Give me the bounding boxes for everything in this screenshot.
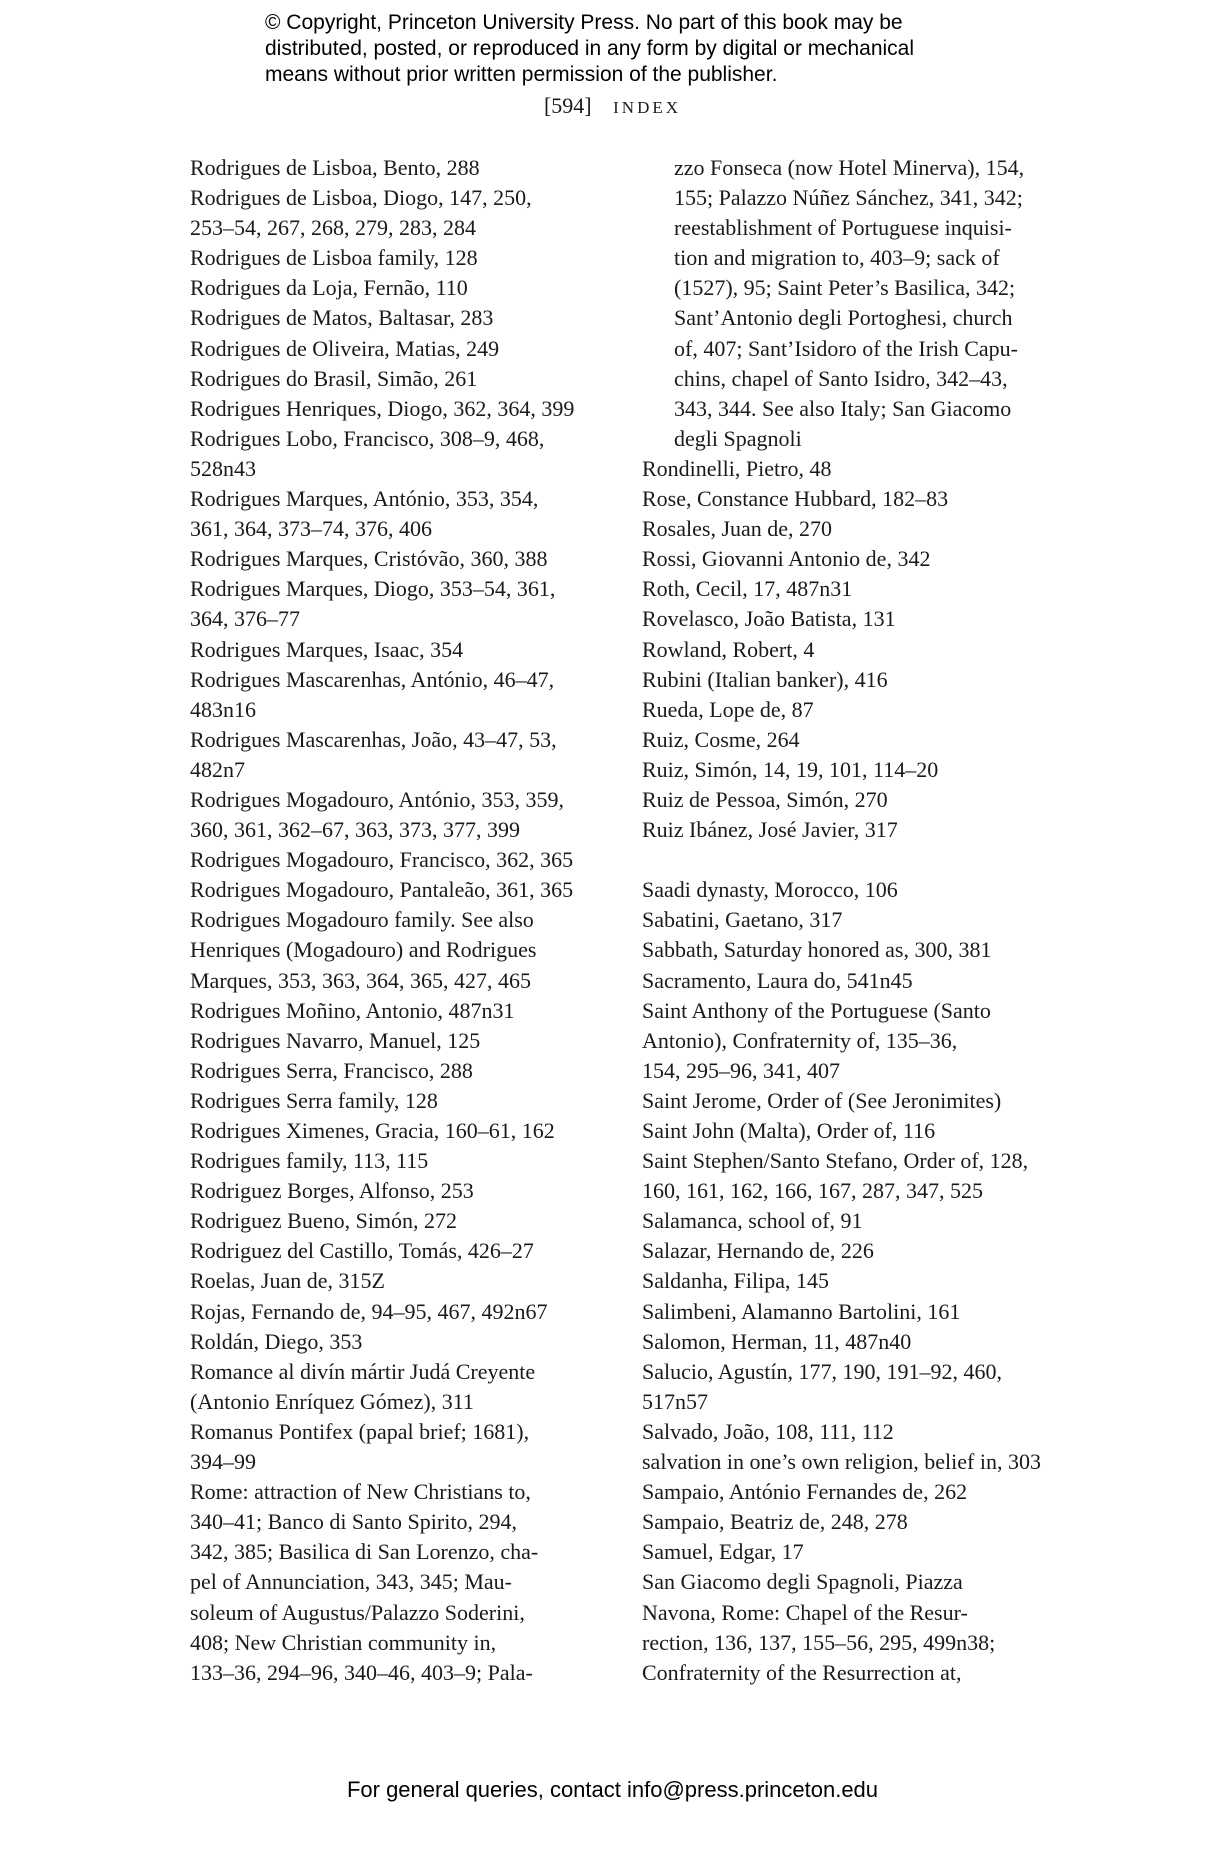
index-entry (190, 1327, 610, 1357)
index-entry-line: 361, 364, 373–74, 376, 406 (190, 516, 432, 542)
index-entry-line: Sacramento, Laura do, 541n45 (642, 967, 913, 993)
index-entry (190, 1417, 610, 1477)
index-entry-line: 133–36, 294–96, 340–46, 403–9; Pala- (190, 1659, 533, 1685)
index-entry-line: Rodriguez Bueno, Simón, 272 (190, 1208, 458, 1234)
index-entry (190, 1266, 610, 1296)
running-head (0, 92, 1225, 122)
index-entry-line: Roelas, Juan de, 315Z (190, 1268, 385, 1294)
index-entry-line: 483n16 (190, 696, 256, 722)
index-entry (642, 695, 1072, 725)
index-entry-line: 342, 385; Basilica di San Lorenzo, cha- (190, 1539, 539, 1565)
index-entry (642, 1116, 1072, 1146)
index-entry-line: Rojas, Fernando de, 94–95, 467, 492n67 (190, 1298, 548, 1324)
index-entry-line: Rodrigues Mogadouro, Pantaleão, 361, 365 (190, 877, 574, 903)
index-entry (190, 1146, 610, 1176)
index-entry-line: Rubini (Italian banker), 416 (642, 666, 888, 692)
index-entry-line: 394–99 (190, 1449, 256, 1475)
index-entry (190, 394, 610, 424)
index-entry-line: Saadi dynasty, Morocco, 106 (642, 877, 898, 903)
index-entry-line: Rodriguez Borges, Alfonso, 253 (190, 1178, 474, 1204)
index-entry (190, 544, 610, 574)
index-entry (190, 1477, 610, 1688)
copyright-line: © Copyright, Princeton University Press. No part of this book may be (265, 11, 903, 34)
index-entry-line: 482n7 (190, 756, 245, 782)
index-entry-line: Rodrigues Navarro, Manuel, 125 (190, 1027, 481, 1053)
index-entry-line: Rodrigues Mascarenhas, João, 43–47, 53, (190, 726, 557, 752)
index-entry (642, 1086, 1072, 1116)
index-entry-line: (Antonio Enríquez Gómez), 311 (190, 1388, 474, 1414)
index-entry (190, 1176, 610, 1206)
index-entry-line: rection, 136, 137, 155–56, 295, 499n38; (642, 1629, 996, 1655)
index-entry-line: Sant’Antonio degli Portoghesi, church (674, 305, 1013, 331)
index-entry-line: chins, chapel of Santo Isidro, 342–43, (674, 365, 1008, 391)
index-entry-line: Romanus Pontifex (papal brief; 1681), (190, 1418, 530, 1444)
index-entry-line: Salazar, Hernando de, 226 (642, 1238, 874, 1264)
index-entry (190, 153, 610, 183)
index-entry-line: Navona, Rome: Chapel of the Resur- (642, 1599, 968, 1625)
index-entry (642, 755, 1072, 785)
index-entry (190, 996, 610, 1026)
index-entry-line: Rovelasco, João Batista, 131 (642, 606, 896, 632)
index-entry (642, 665, 1072, 695)
index-entry-line: Rodrigues de Oliveira, Matias, 249 (190, 335, 500, 361)
index-entry (190, 905, 610, 995)
index-entry (190, 1357, 610, 1417)
index-entry-line: degli Spagnoli (674, 425, 802, 451)
index-column-left (190, 153, 610, 1688)
index-entry (642, 996, 1072, 1086)
index-entry-line: San Giacomo degli Spagnoli, Piazza (642, 1569, 963, 1595)
index-entry-line: Salvado, João, 108, 111, 112 (642, 1418, 894, 1444)
index-entry-line: Saint John (Malta), Order of, 116 (642, 1118, 936, 1143)
index-entry-line: Ruiz, Simón, 14, 19, 101, 114–20 (642, 756, 939, 782)
index-entry-line: 154, 295–96, 341, 407 (642, 1057, 840, 1083)
letter-group-spacer (642, 845, 1072, 875)
index-entry-line: tion and migration to, 403–9; sack of (674, 245, 1000, 271)
index-entry (190, 303, 610, 333)
index-entry-line: Salimbeni, Alamanno Bartolini, 161 (642, 1298, 961, 1324)
index-entry-line: Rowland, Robert, 4 (642, 636, 815, 662)
index-entry (642, 935, 1072, 965)
index-entry (642, 905, 1072, 935)
index-entry-line: Rodrigues Serra family, 128 (190, 1087, 438, 1113)
index-entry (642, 1537, 1072, 1567)
index-entry-line: Sabbath, Saturday honored as, 300, 381 (642, 937, 992, 963)
index-entry (642, 875, 1072, 905)
index-entry (190, 183, 610, 243)
index-entry (642, 1507, 1072, 1537)
index-entry (190, 334, 610, 364)
index-entry-line: Rodrigues do Brasil, Simão, 261 (190, 365, 478, 391)
index-entry (642, 785, 1072, 815)
index-entry (190, 665, 610, 725)
index-entry (190, 424, 610, 484)
index-entry-line: Rodrigues family, 113, 115 (190, 1148, 429, 1174)
index-entry-line: Sabatini, Gaetano, 317 (642, 907, 843, 933)
index-entry (190, 635, 610, 665)
index-entry (642, 574, 1072, 604)
index-entry-line: Ruiz Ibánez, José Javier, 317 (642, 817, 898, 843)
index-entry-line: Saldanha, Filipa, 145 (642, 1268, 829, 1294)
index-entry (642, 604, 1072, 634)
index-entry-line: Rodrigues Henriques, Diogo, 362, 364, 399 (190, 395, 575, 421)
index-entry-line: Rodrigues Marques, António, 353, 354, (190, 486, 539, 512)
index-entry (190, 845, 610, 875)
index-entry-line: Sampaio, António Fernandes de, 262 (642, 1479, 968, 1505)
index-entry (642, 1146, 1072, 1206)
index-entry (642, 454, 1072, 484)
index-entry (190, 1236, 610, 1266)
copyright-line: means without prior written permission of the publisher. (265, 63, 778, 86)
index-entry-line: Saint Anthony of the Portuguese (Santo (642, 997, 991, 1023)
index-entry-line: Rodrigues Mogadouro family. See also (190, 907, 534, 933)
index-entry-line: Antonio), Confraternity of, 135–36, (642, 1027, 958, 1053)
index-entry-line: 360, 361, 362–67, 363, 373, 377, 399 (190, 817, 520, 843)
index-entry-line: Rodrigues Ximenes, Gracia, 160–61, 162 (190, 1118, 555, 1143)
index-entry-line: Romance al divín mártir Judá Creyente (190, 1358, 536, 1384)
index-entry (642, 1206, 1072, 1236)
index-entry-line: of, 407; Sant’Isidoro of the Irish Capu- (674, 335, 1018, 361)
index-entry (190, 1297, 610, 1327)
index-entry (642, 544, 1072, 574)
index-entry (190, 1206, 610, 1236)
index-entry (190, 243, 610, 273)
index-entry (190, 875, 610, 905)
index-entry-line: 155; Palazzo Núñez Sánchez, 341, 342; (674, 185, 1023, 211)
index-entry-line: (1527), 95; Saint Peter’s Basilica, 342; (674, 275, 1016, 301)
index-entry (642, 1236, 1072, 1266)
index-entry-line: Roldán, Diego, 353 (190, 1328, 363, 1354)
index-entry-line: Rose, Constance Hubbard, 182–83 (642, 486, 949, 512)
index-entry-line: Rodrigues Mogadouro, Francisco, 362, 365 (190, 847, 574, 873)
index-entry-line: Rodrigues Lobo, Francisco, 308–9, 468, (190, 425, 545, 451)
index-entry-line: 517n57 (642, 1388, 708, 1414)
index-entry-line: Rodrigues Mascarenhas, António, 46–47, (190, 666, 555, 692)
index-entry (190, 1056, 610, 1086)
index-entry-line: Ruiz de Pessoa, Simón, 270 (642, 786, 888, 812)
index-entry (190, 725, 610, 785)
index-entry (642, 815, 1072, 845)
index-entry (190, 1026, 610, 1056)
index-entry (642, 635, 1072, 665)
index-entry-line: Rodrigues da Loja, Fernão, 110 (190, 275, 468, 301)
index-entry-line: Roth, Cecil, 17, 487n31 (642, 576, 853, 602)
index-entry (642, 1567, 1072, 1687)
index-entry-line: Rodrigues Marques, Diogo, 353–54, 361, (190, 576, 556, 602)
index-column-right (642, 153, 1072, 1688)
page-number: [594] (543, 93, 592, 118)
index-entry-line: 253–54, 267, 268, 279, 283, 284 (190, 215, 476, 241)
index-entry-line: 340–41; Banco di Santo Spirito, 294, (190, 1509, 517, 1535)
index-entry-line: Rodrigues de Matos, Baltasar, 283 (190, 305, 494, 331)
index-entry-line: reestablishment of Portuguese inquisi- (674, 215, 1012, 241)
index-entry (642, 1447, 1072, 1477)
index-entry (190, 785, 610, 845)
index-entry (190, 1116, 610, 1146)
index-entry-line: Rome: attraction of New Christians to, (190, 1479, 531, 1505)
index-entry (642, 1297, 1072, 1327)
index-entry (190, 273, 610, 303)
index-entry (642, 725, 1072, 755)
index-entry-line: Sampaio, Beatriz de, 248, 278 (642, 1509, 908, 1535)
index-entry (642, 1266, 1072, 1296)
index-entry-line: Rueda, Lope de, 87 (642, 696, 814, 722)
index-entry (642, 514, 1072, 544)
index-entry-line: 343, 344. See also Italy; San Giacomo (674, 395, 1012, 421)
index-entry (190, 1086, 610, 1116)
index-entry (642, 1417, 1072, 1447)
index-entry-line: Rodrigues Marques, Cristóvão, 360, 388 (190, 546, 548, 572)
index-entry-line: Rodrigues Moñino, Antonio, 487n31 (190, 997, 515, 1023)
index-entry-line: Saint Stephen/Santo Stefano, Order of, 128, (642, 1148, 1029, 1174)
index-entry-line: Samuel, Edgar, 17 (642, 1539, 804, 1565)
index-entry-line: salvation in one’s own religion, belief in, 303 (642, 1449, 1041, 1475)
index-entry-line: Rosales, Juan de, 270 (642, 516, 833, 542)
index-entry-line: Rodriguez del Castillo, Tomás, 426–27 (190, 1238, 534, 1264)
index-entry-line: 408; New Christian community in, (190, 1629, 497, 1655)
index-entry-line: soleum of Augustus/Palazzo Soderini, (190, 1599, 525, 1625)
index-entry-line: Henriques (Mogadouro) and Rodrigues (190, 937, 537, 963)
index-entry-line: Rossi, Giovanni Antonio de, 342 (642, 546, 931, 572)
index-entry-line: Salamanca, school of, 91 (642, 1208, 863, 1234)
index-entry-line: Salomon, Herman, 11, 487n40 (642, 1328, 912, 1354)
index-entry-line: Salucio, Agustín, 177, 190, 191–92, 460, (642, 1358, 1002, 1384)
index-entry (190, 484, 610, 544)
index-entry (190, 574, 610, 634)
index-entry (642, 966, 1072, 996)
index-entry-line: Marques, 353, 363, 364, 365, 427, 465 (190, 967, 531, 993)
index-entry-line: Rodrigues de Lisboa, Bento, 288 (190, 155, 480, 180)
index-entry-line: Saint Jerome, Order of (See Jeronimites) (642, 1087, 1002, 1113)
index-entry (642, 1477, 1072, 1507)
index-entry-line: Rodrigues de Lisboa family, 128 (190, 245, 478, 271)
index-entry-continuation (642, 153, 1072, 454)
index-entry-line: 160, 161, 162, 166, 167, 287, 347, 525 (642, 1178, 983, 1204)
footer-contact: For general queries, contact info@press.princeton.edu (346, 1777, 879, 1802)
index-entry-line: 528n43 (190, 455, 256, 481)
index-entry (642, 484, 1072, 514)
index-entry-line: Rodrigues Mogadouro, António, 353, 359, (190, 786, 564, 812)
copyright-line: distributed, posted, or reproduced in any form by digital or mechanical (265, 37, 915, 60)
index-entry-line: Rodrigues de Lisboa, Diogo, 147, 250, (190, 185, 532, 211)
copyright-notice (265, 10, 1025, 88)
index-entry (642, 1357, 1072, 1417)
index-entry-line: zzo Fonseca (now Hotel Minerva), 154, (674, 155, 1025, 180)
section-title: INDEX (613, 98, 682, 117)
index-entry-line: Rodrigues Serra, Francisco, 288 (190, 1057, 473, 1083)
index-entry (642, 1327, 1072, 1357)
index-entry-line: pel of Annunciation, 343, 345; Mau- (190, 1569, 513, 1595)
index-entry-line: Rondinelli, Pietro, 48 (642, 455, 832, 481)
index-entry-line: Confraternity of the Resurrection at, (642, 1659, 962, 1685)
index-entry-line: 364, 376–77 (190, 606, 300, 632)
index-entry-line: Ruiz, Cosme, 264 (642, 726, 800, 752)
index-entry (190, 364, 610, 394)
index-entry-line: Rodrigues Marques, Isaac, 354 (190, 636, 464, 662)
